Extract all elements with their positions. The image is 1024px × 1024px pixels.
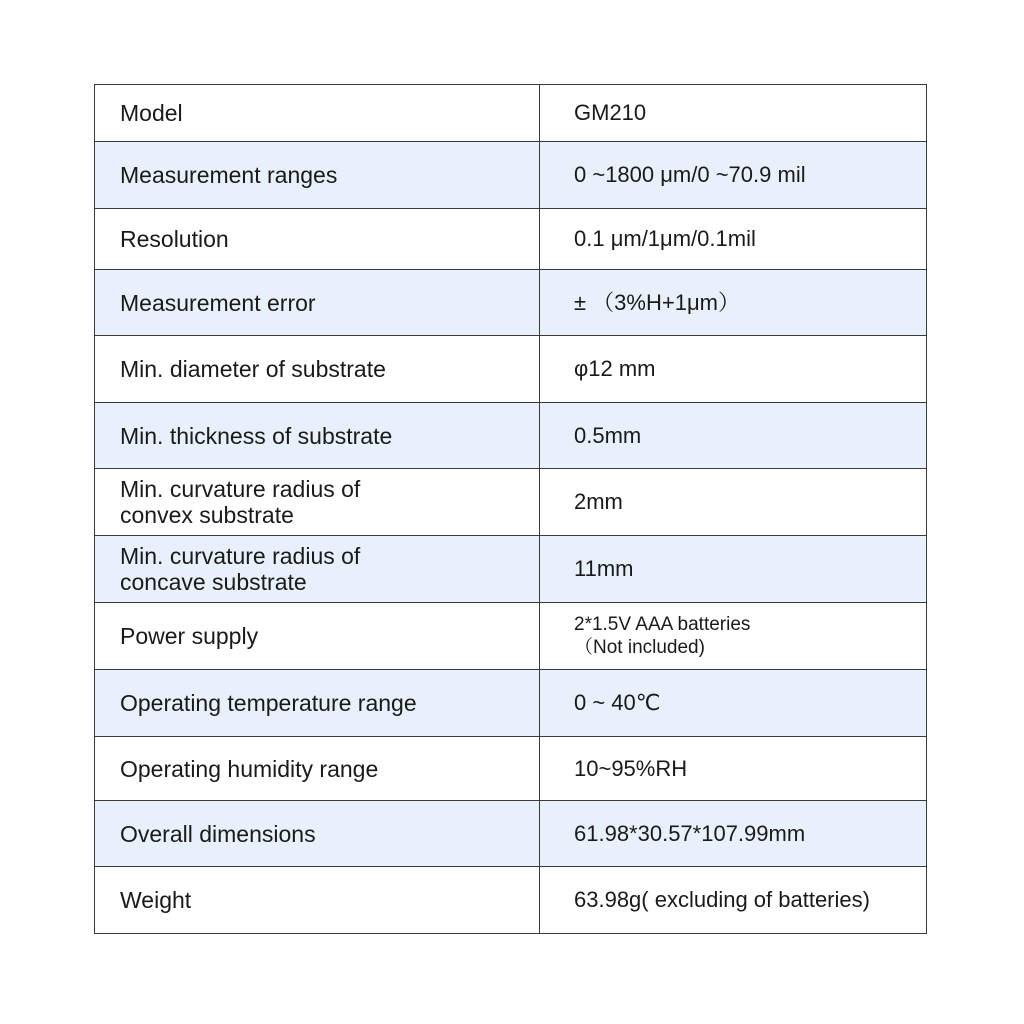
- spec-label-text: Weight: [120, 887, 192, 913]
- spec-value-cell: [540, 142, 927, 209]
- spec-row: [95, 142, 927, 209]
- spec-value-text: 61.98*30.57*107.99mm: [574, 820, 806, 846]
- spec-label-text: convex substrate: [120, 502, 294, 528]
- spec-label-cell: [95, 469, 540, 536]
- spec-value-text: 2*1.5V AAA batteries: [574, 614, 751, 635]
- spec-value-cell: [540, 603, 927, 670]
- spec-label-cell: [95, 737, 540, 801]
- spec-row: [95, 670, 927, 737]
- spec-value-text: φ12 mm: [574, 356, 656, 381]
- spec-value-text: 0.5mm: [574, 422, 642, 448]
- spec-label-text: Min. diameter of substrate: [120, 356, 386, 382]
- spec-label-text: Overall dimensions: [120, 820, 316, 847]
- spec-label-text: Operating temperature range: [120, 690, 417, 716]
- spec-value-cell: [540, 270, 927, 336]
- spec-label-cell: [95, 85, 540, 142]
- spec-row: [95, 209, 927, 270]
- spec-label-text: Operating humidity range: [120, 755, 379, 782]
- spec-table: [94, 84, 927, 934]
- spec-label-text: Min. thickness of substrate: [120, 422, 393, 449]
- spec-value-cell: [540, 85, 927, 142]
- spec-value-text: GM210: [574, 100, 647, 125]
- spec-value-cell: [540, 670, 927, 737]
- spec-label-cell: [95, 270, 540, 336]
- spec-value-cell: [540, 801, 927, 867]
- spec-value-text: （Not included): [574, 637, 705, 658]
- spec-value-text: 10~95%RH: [574, 755, 688, 781]
- spec-row: [95, 270, 927, 336]
- spec-row: [95, 603, 927, 670]
- spec-value-cell: [540, 536, 927, 603]
- spec-label-text: Measurement error: [120, 289, 316, 316]
- spec-label-cell: [95, 867, 540, 934]
- spec-value-text: 63.98g( excluding of batteries): [574, 887, 870, 912]
- spec-label-cell: [95, 403, 540, 469]
- spec-label-cell: [95, 536, 540, 603]
- spec-label-cell: [95, 142, 540, 209]
- spec-label-cell: [95, 670, 540, 737]
- spec-row: [95, 336, 927, 403]
- spec-value-text: 0 ~ 40℃: [574, 690, 661, 715]
- spec-row: [95, 85, 927, 142]
- spec-value-text: 0.1 μm/1μm/0.1mil: [574, 226, 756, 251]
- spec-label-text: concave substrate: [120, 569, 307, 595]
- spec-value-text: ± （3%H+1μm）: [574, 289, 740, 315]
- spec-label-cell: [95, 603, 540, 670]
- spec-label-text: Model: [120, 100, 183, 126]
- spec-value-cell: [540, 867, 927, 934]
- spec-label-cell: [95, 801, 540, 867]
- spec-row: [95, 737, 927, 801]
- spec-row: [95, 403, 927, 469]
- spec-value-text: 11mm: [574, 556, 634, 581]
- spec-value-cell: [540, 469, 927, 536]
- spec-row: [95, 801, 927, 867]
- spec-value-cell: [540, 209, 927, 270]
- spec-value-text: 2mm: [574, 489, 623, 514]
- spec-value-cell: [540, 737, 927, 801]
- spec-row: [95, 536, 927, 603]
- spec-row: [95, 867, 927, 934]
- spec-label-text: Power supply: [120, 623, 259, 649]
- spec-label-cell: [95, 209, 540, 270]
- spec-label-cell: [95, 336, 540, 403]
- spec-label-text: Measurement ranges: [120, 162, 338, 188]
- spec-value-text: 0 ~1800 μm/0 ~70.9 mil: [574, 162, 806, 187]
- spec-label-text: Resolution: [120, 226, 229, 252]
- spec-row: [95, 469, 927, 536]
- spec-table-body: [95, 85, 927, 934]
- spec-value-cell: [540, 403, 927, 469]
- spec-label-text: Min. curvature radius of: [120, 543, 361, 569]
- spec-label-text: Min. curvature radius of: [120, 476, 361, 502]
- spec-value-cell: [540, 336, 927, 403]
